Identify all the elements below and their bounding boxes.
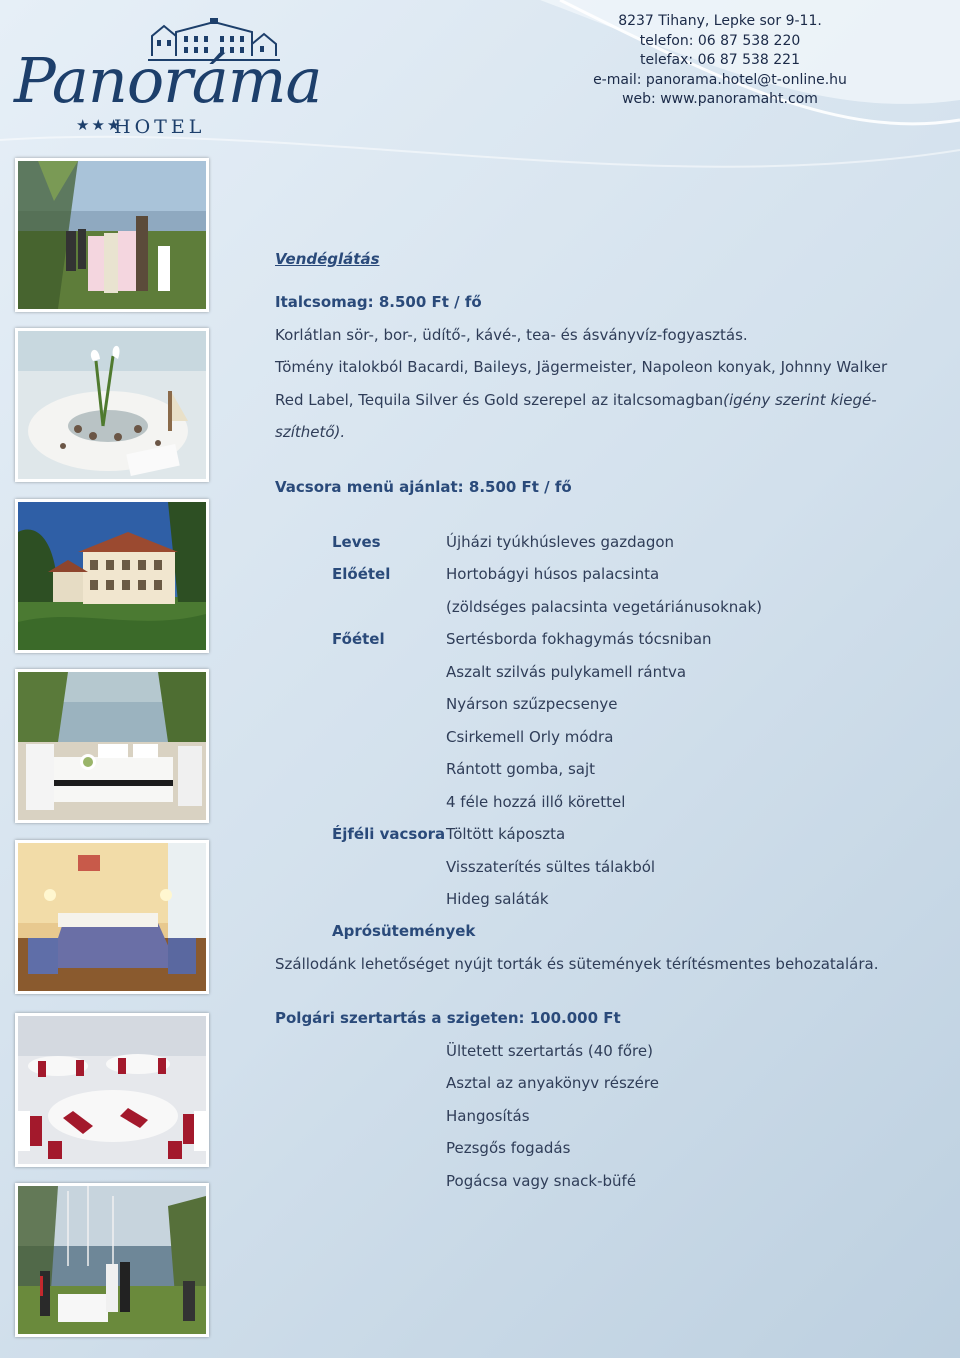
course-dessert: Aprósütemények — [332, 922, 476, 940]
dish-item: Csirkemell Orly módra — [446, 728, 614, 746]
hotel-logo — [14, 16, 322, 146]
drinks-line-3 — [275, 391, 877, 409]
course-midnight: Éjféli vacsora — [332, 825, 446, 843]
dish-item: Hortobágyi húsos palacsinta — [446, 565, 660, 583]
wedding-party-photo — [15, 158, 209, 312]
drinks-line-3-italic: (igény szerint kiegé- — [723, 391, 877, 409]
dish-item: Újházi tyúkhúsleves gazdagon — [446, 533, 675, 551]
drinks-line-4: szíthető). — [275, 423, 346, 441]
ceremony-item: Hangosítás — [446, 1107, 530, 1125]
banquet-hall-photo — [15, 1013, 209, 1167]
contact-address: 8237 Tihany, Lepke sor 9-11. — [618, 13, 822, 29]
dish-item: Hideg saláták — [446, 890, 549, 908]
contact-email[interactable]: e-mail: panorama.hotel@t-online.hu — [593, 71, 847, 88]
drinks-line-2: Tömény italokból Bacardi, Baileys, Jägermeister, Napoleon konyak, Johnny Walker — [275, 358, 888, 376]
dish-item: Nyárson szűzpecsenye — [446, 695, 618, 713]
course-main: Főétel — [332, 630, 385, 648]
dish-item: Aszalt szilvás pulykamell rántva — [446, 663, 687, 681]
ceremony-item: Ültetett szertartás (40 főre) — [446, 1042, 653, 1060]
contact-web[interactable]: web: www.panoramaht.com — [622, 91, 818, 107]
course-starter: Előétel — [332, 565, 391, 583]
contact-info — [590, 12, 850, 110]
hotel-room-photo — [15, 840, 209, 994]
section-title: Vendéglátás — [275, 250, 380, 268]
dinner-title: Vacsora menü ajánlat: 8.500 Ft / fő — [275, 478, 572, 496]
logo-script-text: Panoráma — [14, 44, 322, 117]
drinks-line-3-main: Red Label, Tequila Silver és Gold szerepel az italcsomagban — [275, 391, 724, 409]
table-centerpiece-photo — [15, 328, 209, 482]
ceremony-item: Pezsgős fogadás — [446, 1139, 571, 1157]
dish-item: Rántott gomba, sajt — [446, 760, 595, 778]
dish-item: Töltött káposzta — [446, 825, 566, 843]
dish-item: (zöldséges palacsinta vegetáriánusoknak) — [446, 598, 763, 616]
dish-item: 4 féle hozzá illő körettel — [446, 793, 626, 811]
contact-phone: telefon: 06 87 538 220 — [639, 32, 801, 49]
dish-item: Sertésborda fokhagymás tócsniban — [446, 630, 712, 648]
drinks-line-1: Korlátlan sör-, bor-, üdítő-, kávé-, tea- és ásványvíz-fogyasztás. — [275, 326, 748, 344]
logo-stars: ★★★ — [76, 116, 123, 134]
dinner-note: Szállodánk lehetőséget nyújt torták és sütemények térítésmentes behozatalára. — [275, 955, 879, 973]
dish-item: Visszaterítés sültes tálakból — [446, 858, 656, 876]
drinks-title: Italcsomag: 8.500 Ft / fő — [275, 293, 482, 311]
lakeside-tables-photo — [15, 669, 209, 823]
ceremony-title: Polgári szertartás a szigeten: 100.000 Ft — [275, 1009, 621, 1027]
lakeside-ceremony-photo — [15, 1183, 209, 1337]
course-soup: Leves — [332, 533, 381, 551]
hotel-building-photo — [15, 499, 209, 653]
logo-hotel-text: HOTEL — [114, 116, 206, 138]
contact-fax: telefax: 06 87 538 221 — [640, 52, 800, 68]
ceremony-item: Pogácsa vagy snack-büfé — [446, 1172, 637, 1190]
ceremony-item: Asztal az anyakönyv részére — [446, 1074, 659, 1092]
